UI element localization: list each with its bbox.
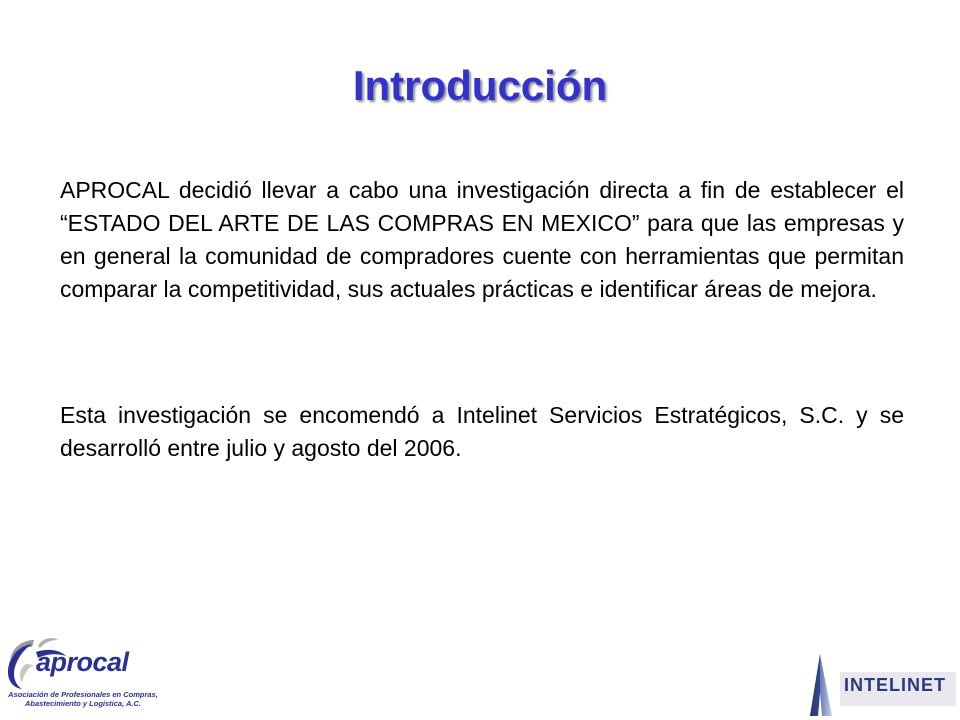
intro-paragraph-1: APROCAL decidió llevar a cabo una investigación directa a fin de establecer el “ESTADO DEL ARTE DE LAS COMPRAS EN MEXICO” para que las empresas y en general la comunidad de compradores cuente con herramientas que permitan comparar la competitividad, sus actuales prácticas e identificar áreas de mejora. <box>60 177 904 302</box>
slide-title: Introducción <box>352 62 608 109</box>
intro-paragraph-2: Esta investigación se encomendó a Intelinet Servicios Estratégicos, S.C. y se desarrolló entre julio y agosto del 2006. <box>60 402 904 461</box>
aprocal-caption <box>8 690 158 708</box>
aprocal-caption-line-2: Abastecimiento y Logística, A.C. <box>25 699 141 708</box>
intelinet-wordmark: INTELINET <box>844 675 946 695</box>
aprocal-caption-line-1: Asociación de Profesionales en Compras, <box>8 690 158 699</box>
aprocal-wordmark: aprocal <box>36 647 129 677</box>
